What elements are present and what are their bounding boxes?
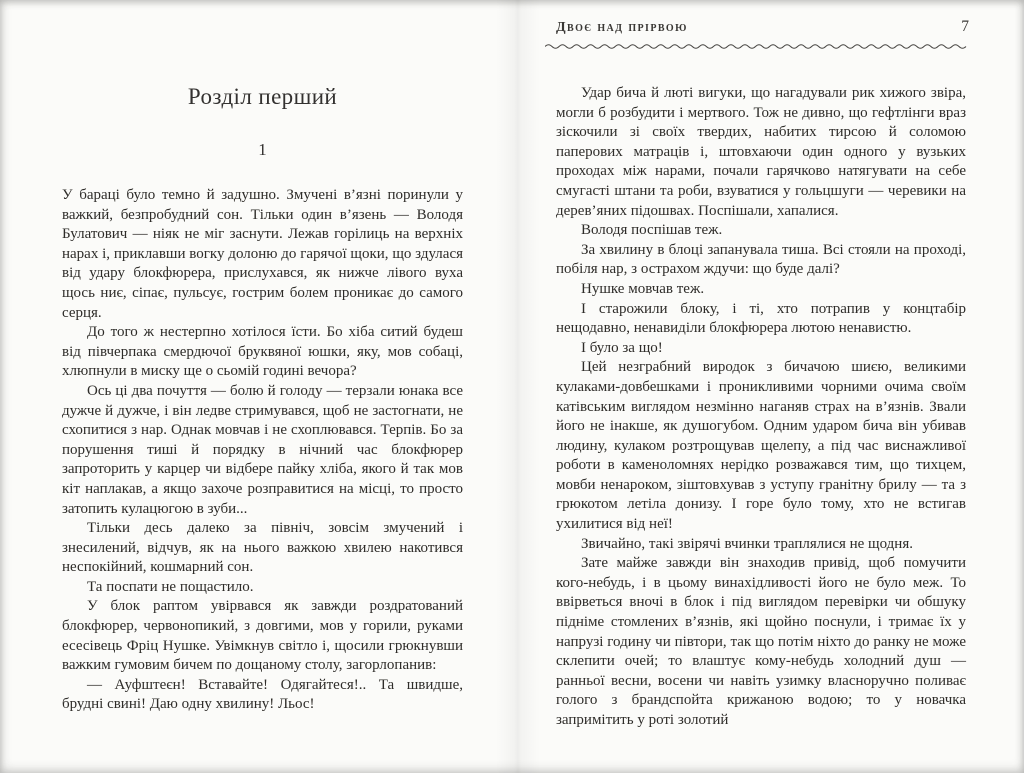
paragraph: Володя поспішав теж. [581, 222, 723, 239]
paragraph: — Ауфштеєн! Вставайте! Одягайтеся!.. Та швидше, брудні свині! Даю одну хвилину! Льос! [62, 676, 463, 713]
paragraph: До того ж нестерпно хотілося їсти. Бо хіба ситий будеш від півчерпака смердючої бруквяної юшки, яку, мов собаці, хлюпнули в миску ще о сьомій годині вечора? [62, 324, 463, 380]
paragraph: Звичайно, такі звірячі вчинки траплялися не щодня. [581, 535, 913, 552]
section-number: 1 [258, 140, 267, 159]
paragraph: Удар бича й люті вигуки, що нагадували рик хижого звіра, могли б розбудити і мертвого. Тож не дивно, що гефтлінги враз зіскочили зі своїх твердих, набитих тирсою й соломою паперових матраців і, штовхаючи один одного у вузьких проходах між нарами, почали гарячково натягувати на себе смугасті штани та роби, взуватися у гольцшуги — черевики на дерев’яних підошвах. Поспішали, хапалися. [556, 85, 966, 219]
right-page [556, 84, 966, 731]
paragraph: Та поспати не пощастило. [87, 578, 254, 595]
running-head [545, 18, 969, 36]
left-page-text [62, 186, 463, 715]
paragraph: У бараці було темно й задушно. Змучені в’язні поринули у важкий, безпробудний сон. Тільки один в’язень — Володя Булатович — ніяк не міг заснути. Лежав горілиць на верхніх нарах і, приклавши вогку долоню до гарячої щоки, що здулася від удару блокфюрера, прислухався, як нижче лівого вуха щось ниє, сіпає, пульсує, гострим болем проникає до самого серця. [62, 187, 463, 321]
paragraph: У блок раптом увірвався як завжди роздратований блокфюрер, червонопикий, з довгими, мов у горили, руками есесівець Фріц Нушке. Увімкнув світло і, щосили грюкнувши важким гумовим бичем по дощаному столу, загорлопанив: [62, 598, 463, 674]
paragraph: Цей незграбний виродок з бичачою шиєю, великими кулаками-довбешками і проникливими чорними очима своїм катівським виглядом незмінно наганяв страх на в’язнів. Звали його не інакше, як душогубом. Одним ударом бича він убивав людину, кулаком розтрощував щелепу, а під час виснажливої роботи в каменоломнях нерідко розважався тим, що тихцем, мовби ненароком, зіштовхував з уступу гранітну брилу — та з грюкотом летіла донизу. І горе було тому, хто не встигав ухилитися від неї! [556, 359, 966, 533]
paragraph: Зате майже завжди він знаходив привід, щоб помучити кого-небудь, і в цьому винахідливості його не було меж. То ввірветься вночі в блок і під виглядом перевірки чи обшуку підніме стомлених в’язнів, які щойно поснули, і тримає їх у напрузі годину чи півтори, так що потім ніхто до ранку не може склепити очей; то влаштує кому-небудь холодний душ — ранньої весни, восени чи навіть узимку власноручно поливає голого з брандспойта крижаною водою; то у новачка запримітить у роті золотий [556, 555, 966, 728]
paragraph: Нушке мовчав теж. [581, 280, 705, 297]
paragraph: Тільки десь далеко за північ, зовсім змучений і знесилений, відчув, як на нього важкою хвилею накотився неспокійний, кошмарний сон. [62, 520, 463, 576]
running-title: Двоє над прірвою [556, 20, 688, 35]
ornament-divider [545, 42, 969, 50]
paragraph: І було за що! [581, 339, 663, 356]
book-gutter-shadow [496, 0, 540, 773]
chapter-title: Розділ перший [187, 84, 338, 109]
ornament-wave-path [545, 45, 966, 49]
paragraph: Ось ці два почуття — болю й голоду — терзали юнака все дужче й дужче, і він ледве стримувався, щоб не застогнати, не схопитися з нар. Однак мовчав і не схоплювався. Терпів. Бо за порушення тиші й порядку в нічний час блокфюрер запроторить у карцер чи відбере пайку хліба, якого й так мов кіт наплакав, а якщо захоче розправитися на місці, то просто затопить кулацюгою в зуби... [62, 382, 463, 517]
paragraph: І старожили блоку, і ті, хто потрапив у концтабір нещодавно, ненавиділи блокфюрера лютою ненавистю. [556, 300, 966, 337]
right-page-text [556, 84, 966, 731]
left-page [62, 0, 463, 715]
paragraph: За хвилину в блоці запанувала тиша. Всі стояли на проході, побіля нар, з острахом ждучи: що буде далі? [556, 241, 966, 278]
page-number: 7 [961, 18, 969, 35]
